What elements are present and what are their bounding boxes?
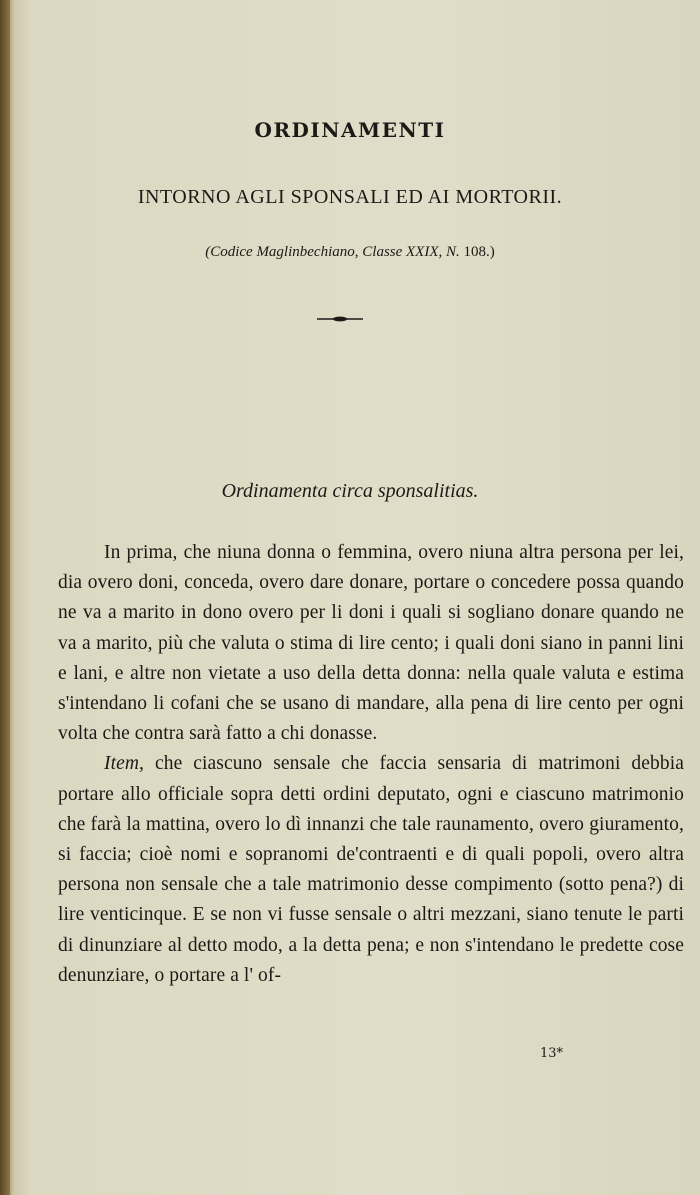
source-codex: Codice Maglinbechiano, xyxy=(210,244,359,260)
page-title: ORDINAMENTI xyxy=(254,118,446,142)
page-subtitle: INTORNO AGLI SPONSALI ED AI MORTORII. xyxy=(137,186,563,208)
source-citation xyxy=(0,244,700,261)
ornament-dash-icon xyxy=(315,314,365,324)
paragraph-first: In prima, che niuna donna o femmina, overo niuna altra persona per lei, dia overo doni, conceda, overo dare donare, portare o concedere possa quando ne va a marito in dono overo per li doni i quali si sogliano donare quando ne va a marito, più che valuta o stima di lire cento; i quali doni siano in panni lini e lani, e altre non vietate a uso della detta donna: nella quale valuta e estima s'intendano li cofani che se usano di mandare, alla pena di lire cento per ogni volta che contra sarà fatto a chi donasse. xyxy=(58,542,684,745)
paragraph-second xyxy=(58,749,684,991)
body-text xyxy=(58,538,684,991)
paragraph-second-text: che ciascuno sensale che faccia sensaria di matrimoni debbia portare allo officiale sopra detti ordini deputato, ogni e ciascuno matrimonio che farà la mattina, overo lo dì innanzi che tale raunamento, overo giuramento, si faccia; cioè nomi e sopranomi de'contraenti e di quali popoli, overo altra persona non sensale che a tale matrimonio desse compimento (sotto pena?) di lire venticinque. E se non vi fusse sensale o altri mezzani, siano tenute le parti di dinunziare al detto modo, a la detta pena; e non s'intendano le predette cose denunziare, o portare a l' of- xyxy=(58,753,684,986)
source-open-paren: ( xyxy=(205,244,211,260)
signature-mark: 13* xyxy=(540,1046,564,1061)
source-classe: Classe XXIX, xyxy=(362,244,443,260)
source-n-label: N. xyxy=(446,244,460,260)
source-number: 108.) xyxy=(463,244,495,260)
book-spine xyxy=(0,0,10,1195)
section-heading: Ordinamenta circa sponsalitias. xyxy=(221,480,479,502)
paragraph-second-lead: Item, xyxy=(104,753,145,775)
